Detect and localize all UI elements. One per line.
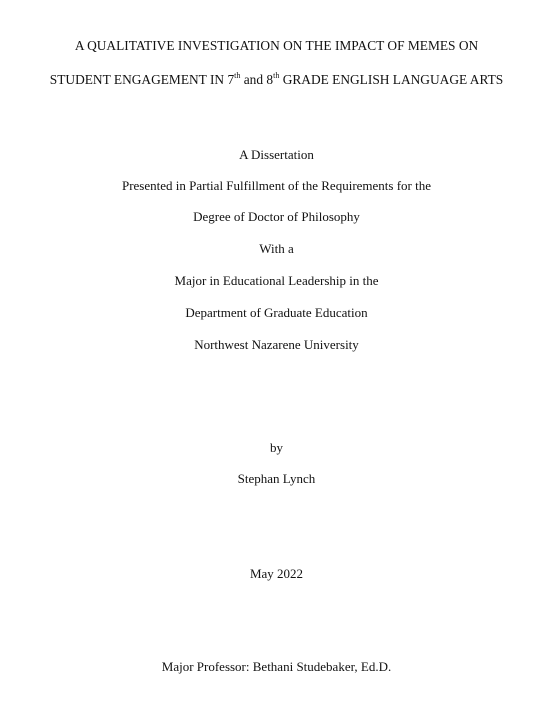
title-line-2 <box>0 72 553 88</box>
degree-name: Degree of Doctor of Philosophy <box>193 209 360 224</box>
dissertation-label: A Dissertation <box>239 147 314 162</box>
title-line-2-middle: and 8 <box>240 72 274 87</box>
title-line-2-suffix: GRADE ENGLISH LANGUAGE ARTS <box>279 72 504 87</box>
title-superscript-8th: th <box>273 70 280 80</box>
by-label: by <box>270 440 283 455</box>
author-name: Stephan Lynch <box>237 471 316 486</box>
fulfillment-statement: Presented in Partial Fulfillment of the Requirements for the <box>121 178 432 193</box>
university-name: Northwest Nazarene University <box>194 337 359 352</box>
major-statement: Major in Educational Leadership in the <box>174 273 379 288</box>
major-professor: Major Professor: Bethani Studebaker, Ed.D. <box>161 659 392 674</box>
department-name: Department of Graduate Education <box>185 305 368 320</box>
title-superscript-7th: th <box>234 70 241 80</box>
title-line-1: A QUALITATIVE INVESTIGATION ON THE IMPACT OF MEMES ON <box>74 38 479 53</box>
title-line-2-prefix: STUDENT ENGAGEMENT IN 7 <box>49 72 235 87</box>
submission-date: May 2022 <box>249 566 304 581</box>
with-a-text: With a <box>259 241 294 256</box>
